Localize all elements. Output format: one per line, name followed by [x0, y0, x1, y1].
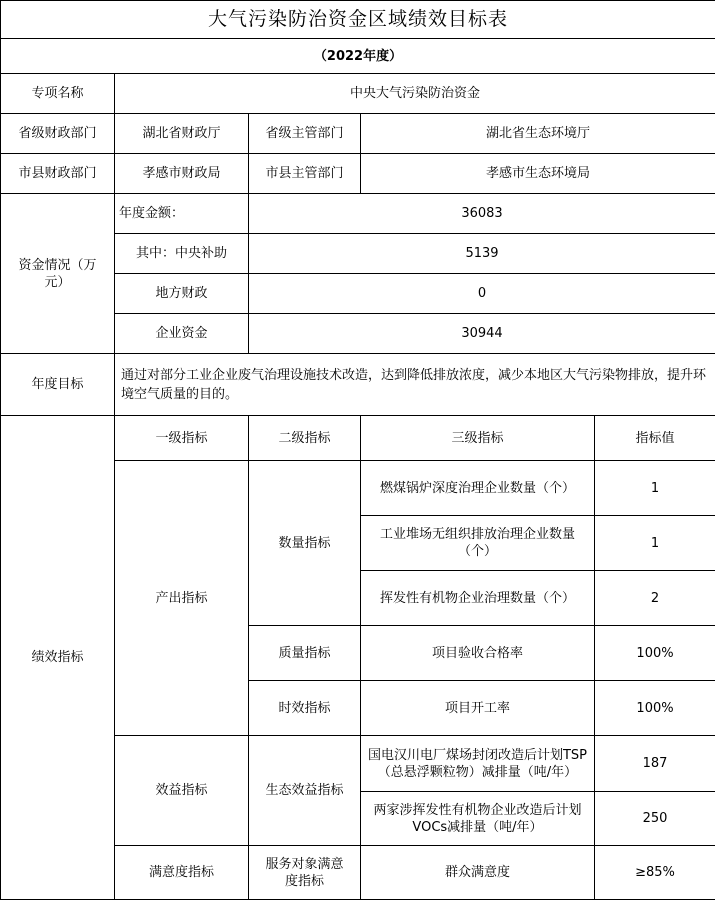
indicator-value: 1	[595, 516, 715, 571]
annual-goal-text: 通过对部分工业企业废气治理设施技术改造，达到降低排放浓度，减少本地区大气污染物排放，提升环境空气质量的目的。	[115, 354, 715, 416]
provincial-dept-label: 省级主管部门	[249, 114, 361, 154]
indicator-value: 250	[595, 792, 715, 846]
indicator-value: ≥85%	[595, 846, 715, 900]
indicator-value: 100%	[595, 681, 715, 736]
local-finance-value: 0	[249, 274, 715, 314]
indicator-name: 工业堆场无组织排放治理企业数量（个）	[361, 516, 595, 571]
timeliness-indicator-label: 时效指标	[249, 681, 361, 736]
annual-goal-label: 年度目标	[1, 354, 115, 416]
provincial-finance-value: 湖北省财政厅	[115, 114, 249, 154]
county-finance-value: 孝感市财政局	[115, 154, 249, 194]
header-value: 指标值	[595, 416, 715, 461]
central-subsidy-label: 其中：中央补助	[115, 234, 249, 274]
indicator-name: 两家涉挥发性有机物企业改造后计划VOCs减排量（吨/年）	[361, 792, 595, 846]
eco-benefit-indicator-label: 生态效益指标	[249, 736, 361, 846]
header-level1: 一级指标	[115, 416, 249, 461]
indicator-name: 项目开工率	[361, 681, 595, 736]
indicator-value: 187	[595, 736, 715, 792]
indicator-value: 2	[595, 571, 715, 626]
county-dept-value: 孝感市生态环境局	[361, 154, 715, 194]
provincial-dept-value: 湖北省生态环境厅	[361, 114, 715, 154]
indicators-label: 绩效指标	[1, 416, 115, 900]
enterprise-funds-label: 企业资金	[115, 314, 249, 354]
table-title: 大气污染防治资金区域绩效目标表	[1, 1, 715, 39]
annual-amount-value: 36083	[249, 194, 715, 234]
annual-amount-label: 年度金额：	[115, 194, 249, 234]
funds-label: 资金情况（万元）	[1, 194, 115, 354]
quality-indicator-label: 质量指标	[249, 626, 361, 681]
local-finance-label: 地方财政	[115, 274, 249, 314]
output-indicator-label: 产出指标	[115, 461, 249, 736]
indicator-name: 燃煤锅炉深度治理企业数量（个）	[361, 461, 595, 516]
service-satisfaction-label: 服务对象满意度指标	[249, 846, 361, 900]
central-subsidy-value: 5139	[249, 234, 715, 274]
county-dept-label: 市县主管部门	[249, 154, 361, 194]
indicator-name: 国电汉川电厂煤场封闭改造后计划TSP（总悬浮颗粒物）减排量（吨/年）	[361, 736, 595, 792]
provincial-finance-label: 省级财政部门	[1, 114, 115, 154]
header-level3: 三级指标	[361, 416, 595, 461]
indicator-name: 挥发性有机物企业治理数量（个）	[361, 571, 595, 626]
project-name-label: 专项名称	[1, 74, 115, 114]
quantity-indicator-label: 数量指标	[249, 461, 361, 626]
satisfaction-indicator-label: 满意度指标	[115, 846, 249, 900]
indicator-value: 100%	[595, 626, 715, 681]
indicator-value: 1	[595, 461, 715, 516]
benefit-indicator-label: 效益指标	[115, 736, 249, 846]
enterprise-funds-value: 30944	[249, 314, 715, 354]
header-level2: 二级指标	[249, 416, 361, 461]
indicator-name: 群众满意度	[361, 846, 595, 900]
county-finance-label: 市县财政部门	[1, 154, 115, 194]
fiscal-year: （2022年度）	[1, 39, 715, 74]
project-name-value: 中央大气污染防治资金	[115, 74, 715, 114]
indicator-name: 项目验收合格率	[361, 626, 595, 681]
